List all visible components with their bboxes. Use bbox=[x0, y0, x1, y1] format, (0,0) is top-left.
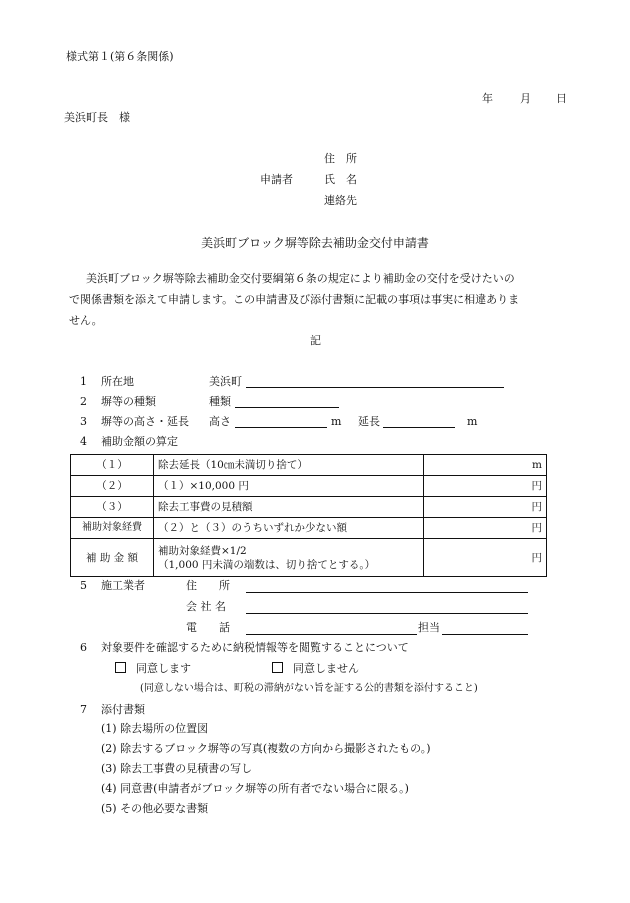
table-row bbox=[71, 476, 547, 497]
contractor-phone-field[interactable] bbox=[246, 634, 417, 635]
date-year: 年 bbox=[482, 92, 493, 105]
item-2-prefix: 種類 bbox=[209, 395, 231, 408]
item-1-no: 1 bbox=[80, 375, 87, 388]
calculation-table bbox=[70, 454, 547, 577]
table-row bbox=[71, 497, 547, 518]
contractor-company-field[interactable] bbox=[246, 613, 528, 614]
contractor-label: 施工業者 bbox=[101, 579, 145, 592]
applicant-label: 申請者 bbox=[260, 173, 293, 186]
height-field[interactable] bbox=[235, 427, 327, 428]
item-4-no: 4 bbox=[80, 435, 87, 448]
subsidy-rounding-note: （1,000 円未満の端数は、切り捨てとする。） bbox=[158, 558, 376, 571]
body-line-1: 美浜町ブロック塀等除去補助金交付要綱第６条の規定により補助金の交付を受けたいの bbox=[86, 272, 515, 285]
consent-question: 対象要件を確認するために納税情報等を閲覧することについて bbox=[101, 641, 409, 654]
applicant-name-label: 氏 名 bbox=[324, 173, 357, 186]
row-value-cell[interactable]: 円 bbox=[424, 476, 547, 497]
attachment-item: (3) 除去工事費の見積書の写し bbox=[101, 762, 253, 775]
item-1-label: 所在地 bbox=[101, 375, 134, 388]
form-number: 様式第１(第６条関係) bbox=[66, 50, 174, 63]
applicant-address-label: 住 所 bbox=[324, 152, 357, 165]
row-description: （１）×10,000 円 bbox=[154, 476, 424, 497]
date-month: 月 bbox=[520, 92, 531, 105]
contractor-address-label: 住 所 bbox=[186, 579, 230, 592]
item-3-no: 3 bbox=[80, 415, 87, 428]
height-unit: m bbox=[331, 415, 342, 428]
table-row bbox=[71, 539, 547, 577]
attachment-item: (2) 除去するブロック塀等の写真(複数の方向から撮影されたもの。) bbox=[101, 742, 431, 755]
row-value-cell[interactable]: m bbox=[424, 455, 547, 476]
table-row bbox=[71, 518, 547, 539]
row-value-cell[interactable]: 円 bbox=[424, 497, 547, 518]
contractor-company-label: 会 社 名 bbox=[186, 600, 226, 613]
wall-type-field[interactable] bbox=[235, 407, 339, 408]
ki-heading: 記 bbox=[310, 334, 321, 347]
row-value-cell[interactable]: 円 bbox=[424, 518, 547, 539]
row-number: 補 助 金 額 bbox=[71, 539, 154, 577]
item-1-prefix: 美浜町 bbox=[209, 375, 242, 388]
contractor-address-field[interactable] bbox=[246, 592, 528, 593]
row-number: （３） bbox=[71, 497, 154, 518]
agree-label: 同意します bbox=[136, 662, 191, 675]
item-7-no: 7 bbox=[80, 703, 87, 716]
row-description: （２）と（３）のうちいずれか少ない額 bbox=[154, 518, 424, 539]
contractor-phone-label: 電 話 bbox=[186, 621, 230, 634]
item-3-label: 塀等の高さ・延長 bbox=[101, 415, 189, 428]
item-2-no: 2 bbox=[80, 395, 87, 408]
length-unit: m bbox=[467, 415, 478, 428]
consent-agree-option[interactable] bbox=[115, 662, 191, 676]
consent-disagree-option[interactable] bbox=[272, 662, 359, 676]
document-title: 美浜町ブロック塀等除去補助金交付申請書 bbox=[201, 236, 429, 250]
row-number: （２） bbox=[71, 476, 154, 497]
consent-note: (同意しない場合は、町税の滞納がない旨を証する公的書類を添付すること) bbox=[140, 683, 478, 694]
height-label: 高さ bbox=[209, 415, 231, 428]
contractor-person-field[interactable] bbox=[442, 634, 528, 635]
disagree-label: 同意しません bbox=[293, 662, 359, 675]
location-field[interactable] bbox=[246, 387, 504, 388]
row-number: 補助対象経費 bbox=[71, 518, 154, 539]
attachment-item: (4) 同意書(申請者がブロック塀等の所有者でない場合に限る。) bbox=[101, 782, 409, 795]
attachments-label: 添付書類 bbox=[101, 703, 145, 716]
length-label: 延長 bbox=[358, 415, 380, 428]
item-2-label: 塀等の種類 bbox=[101, 395, 156, 408]
length-field[interactable] bbox=[383, 427, 455, 428]
item-4-label: 補助金額の算定 bbox=[101, 435, 178, 448]
agree-checkbox[interactable] bbox=[115, 662, 126, 673]
applicant-contact-label: 連絡先 bbox=[324, 194, 357, 207]
item-5-no: 5 bbox=[80, 579, 87, 592]
attachment-item: (5) その他必要な書類 bbox=[101, 802, 209, 815]
row-value-cell[interactable]: 円 bbox=[424, 539, 547, 577]
addressee: 美浜町長 様 bbox=[64, 111, 130, 124]
subsidy-formula: 補助対象経費×1/2 bbox=[158, 544, 247, 557]
contractor-person-label: 担当 bbox=[418, 621, 440, 634]
body-line-2: で関係書類を添えて申請します。この申請書及び添付書類に記載の事項は事実に相違ありま bbox=[69, 293, 520, 306]
body-line-3: せん。 bbox=[69, 314, 103, 327]
item-6-no: 6 bbox=[80, 641, 87, 654]
row-description bbox=[154, 539, 424, 577]
row-number: （１） bbox=[71, 455, 154, 476]
table-row bbox=[71, 455, 547, 476]
attachment-item: (1) 除去場所の位置図 bbox=[101, 722, 209, 735]
row-description: 除去工事費の見積額 bbox=[154, 497, 424, 518]
disagree-checkbox[interactable] bbox=[272, 662, 283, 673]
date-day: 日 bbox=[556, 92, 567, 105]
row-description: 除去延長（10㎝未満切り捨て） bbox=[154, 455, 424, 476]
